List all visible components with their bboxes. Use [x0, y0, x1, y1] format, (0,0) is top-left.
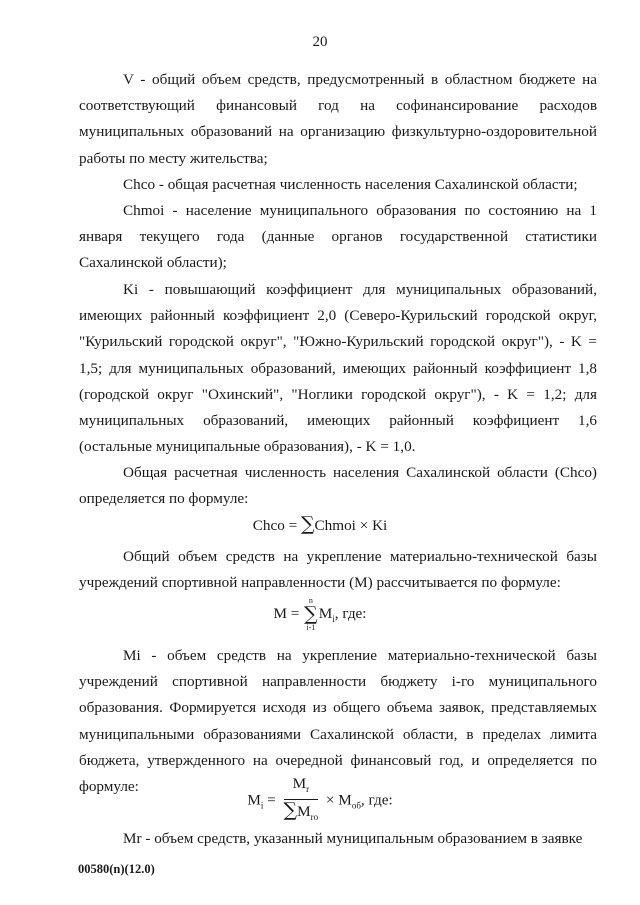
formula-mi-tail: , где:: [360, 791, 393, 809]
paragraph-chmoi-definition: Chmoi - население муниципального образования по состоянию на 1 января текущего года (данные органов государственной статистики Сахалинской области);: [79, 202, 597, 272]
paragraph-m-formula-intro: Общий объем средств на укрепление материально-технической базы учреждений спортивной направленности (M) рассчитывается по формуле:: [79, 548, 597, 592]
formula-chco-factor: Ki: [372, 517, 388, 534]
formula-chco-term: Chmoi: [314, 517, 356, 534]
sigma-with-limits: [304, 597, 318, 632]
sigma-symbol: ∑: [300, 513, 315, 535]
equals-symbol: =: [267, 791, 276, 809]
sigma-symbol: ∑: [304, 603, 318, 625]
formula-m-tail: , где:: [334, 604, 367, 622]
formula-m-lhs: M =: [273, 604, 300, 622]
paragraph-mr-definition: Mr - объем средств, указанный муниципальным образованием в заявке: [123, 830, 583, 847]
paragraph-ki-definition: Ki - повышающий коэффициент для муниципальных образований, имеющих районный коэффициент 2,0 (Северо-Курильский городской округ, "Курильский городской округ", "Южно-Курильский городской округ"), - K = 1,5; для муниципальных образований, имеющих районный коэффициент 1,8 (городской округ "Охинский", "Ноглики городской округ"), - K = 1,2; для муниципальных образований, имеющих районный коэффициент 1,6 (остальные муниципальные образования), - K = 1,0.: [79, 281, 597, 456]
paragraph-v-definition: V - общий объем средств, предусмотренный в областном бюджете на соответствующий финансовый год на софинансирование расходов муниципальных образований на организацию физкультурно-оздоровительной работы по месту жительства;: [79, 71, 597, 167]
sigma-upper-limit: n: [308, 596, 313, 605]
formula-mi-factor-subscript: об: [351, 800, 361, 811]
formula-m-term-subscript: i: [332, 614, 335, 625]
paragraph-mi-definition: Mi - объем средств на укрепление материально-технической базы учреждений спортивной направленности бюджету i-го муниципального образования. Формируется исходя из общего объема заявок, представляемых муниципальными образованиями Сахалинской области, в пределах лимита бюджета, утвержденного на очередной финансовый год, и определяется по формуле:: [79, 647, 597, 796]
times-symbol: ×: [325, 791, 335, 809]
formula-m: [0, 597, 640, 632]
fraction-denominator: $\sum M_{ro}$: [283, 799, 319, 823]
formula-mi-factor: M: [338, 791, 352, 809]
formula-mi-lhs-subscript: i: [260, 800, 264, 811]
sigma-symbol: ∑: [283, 799, 298, 822]
times-symbol: ×: [359, 517, 369, 534]
document-code: 00580(n)(12.0): [78, 862, 155, 876]
fraction: [284, 775, 319, 827]
sigma-lower-limit: i-1: [306, 623, 316, 632]
formula-mi: [0, 775, 640, 827]
formula-chco: [0, 513, 640, 535]
formula-m-term: M: [318, 604, 333, 622]
paragraph-chco-definition: Chco - общая расчетная численность населения Сахалинской области;: [123, 176, 578, 193]
paragraph-chco-formula-intro: Общая расчетная численность населения Сахалинской области (Chco) определяется по формуле:: [79, 464, 597, 508]
fraction-numerator: $M_r$: [284, 775, 319, 800]
formula-mi-lhs: M: [247, 791, 261, 809]
page-number: 20: [312, 34, 328, 50]
formula-chco-lhs: Chco =: [252, 517, 298, 534]
